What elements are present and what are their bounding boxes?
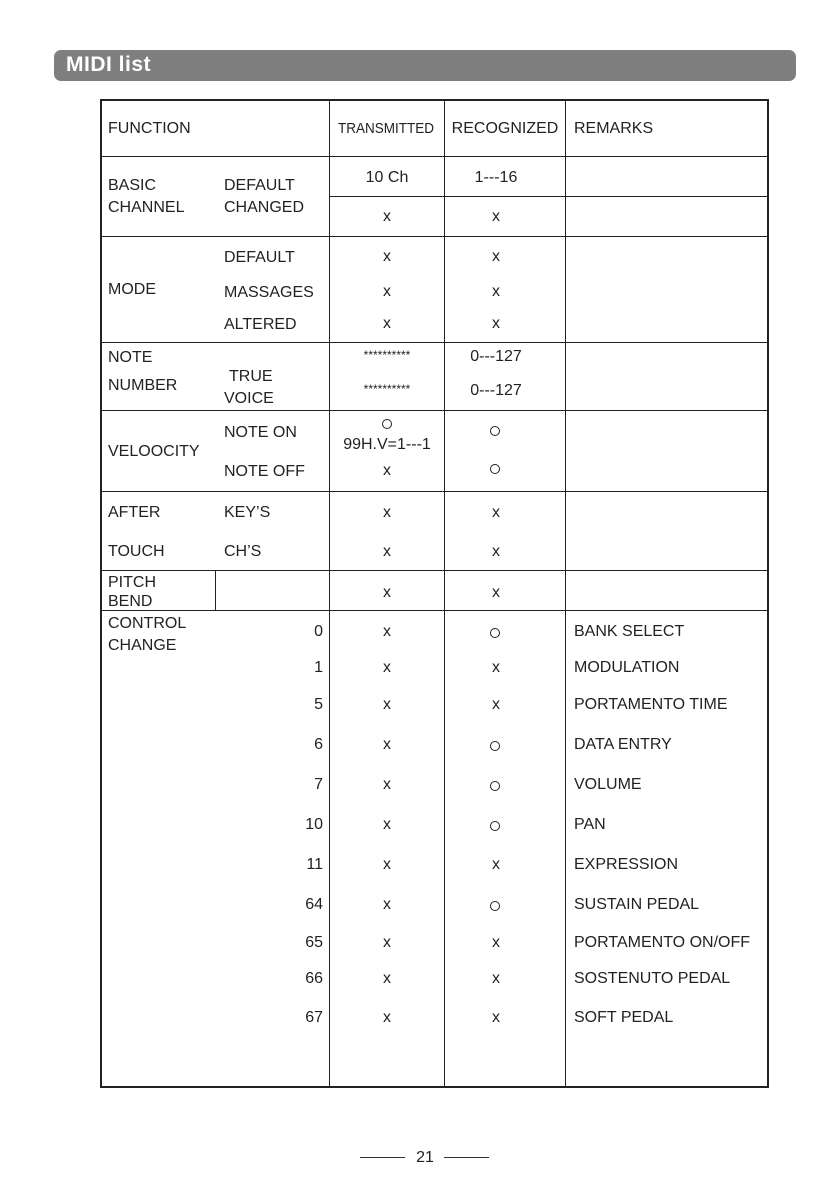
header-remarks: REMARKS: [574, 120, 654, 137]
keys-label: KEY’S: [224, 504, 271, 521]
mode-default-rx: x: [492, 248, 500, 265]
mode-altered-label: ALTERED: [224, 316, 297, 333]
touch-label: TOUCH: [108, 543, 165, 560]
cc-remark: BANK SELECT: [574, 623, 685, 640]
cc-remark: PAN: [574, 816, 606, 833]
circle-icon: [490, 901, 500, 911]
header-transmitted: TRANSMITTED: [337, 120, 435, 137]
cc-number: 11: [306, 856, 323, 873]
note-rx-2: 0---127: [470, 382, 522, 399]
mode-messages-tx: x: [383, 283, 391, 300]
row-divider: [100, 236, 769, 237]
row-divider: [100, 410, 769, 411]
cc-recognized: x: [492, 659, 500, 676]
circle-icon: [382, 419, 392, 429]
note-off-label: NOTE OFF: [224, 463, 305, 480]
cc-transmitted: x: [383, 659, 391, 676]
row-divider: [100, 610, 769, 611]
mode-altered-tx: x: [383, 315, 391, 332]
default-recognized: 1---16: [474, 169, 518, 186]
circle-icon: [490, 741, 500, 751]
note-tx-1: **********: [363, 348, 411, 362]
changed-transmitted: x: [383, 208, 391, 225]
change-label: CHANGE: [108, 637, 177, 654]
cc-number: 5: [314, 696, 323, 713]
cc-number: 67: [305, 1009, 323, 1026]
cc-number: 65: [305, 934, 323, 951]
cc-transmitted: x: [383, 736, 391, 753]
mode-default-label: DEFAULT: [224, 249, 295, 266]
cc-number: 0: [314, 623, 323, 640]
title-banner: [54, 50, 796, 81]
after-label: AFTER: [108, 504, 161, 521]
default-label: DEFAULT: [224, 177, 295, 194]
voice-label: VOICE: [224, 390, 274, 407]
cc-remark: PORTAMENTO TIME: [574, 696, 728, 713]
note-on-label: NOTE ON: [224, 424, 297, 441]
changed-label: CHANGED: [224, 199, 305, 216]
cc-transmitted: x: [383, 1009, 391, 1026]
chs-rx: x: [492, 543, 500, 560]
row-divider: [100, 491, 769, 492]
keys-rx: x: [492, 504, 500, 521]
cc-number: 66: [305, 970, 323, 987]
col-divider: [444, 99, 445, 1088]
cc-transmitted: x: [383, 970, 391, 987]
note-label: NOTE: [108, 349, 153, 366]
cc-transmitted: x: [383, 896, 391, 913]
cc-number: 7: [314, 776, 323, 793]
cc-remark: EXPRESSION: [574, 856, 679, 873]
chs-tx: x: [383, 543, 391, 560]
cc-remark: MODULATION: [574, 659, 680, 676]
pitch-bend-tx: x: [383, 584, 391, 601]
mode-messages-rx: x: [492, 283, 500, 300]
default-transmitted: 10 Ch: [365, 169, 409, 186]
number-label: NUMBER: [108, 377, 178, 394]
true-label: TRUE: [229, 368, 273, 385]
cc-remark: PORTAMENTO ON/OFF: [574, 934, 751, 951]
cc-transmitted: x: [383, 856, 391, 873]
mode-altered-rx: x: [492, 315, 500, 332]
cc-remark: SOFT PEDAL: [574, 1009, 674, 1026]
cc-remark: SUSTAIN PEDAL: [574, 896, 700, 913]
keys-tx: x: [383, 504, 391, 521]
cc-remark: SOSTENUTO PEDAL: [574, 970, 731, 987]
cc-recognized: x: [492, 696, 500, 713]
basic-label: BASIC: [108, 177, 157, 194]
row-divider: [100, 570, 769, 571]
bend-label: BEND: [108, 593, 153, 610]
cc-number: 10: [305, 816, 323, 833]
note-on-tx-note: 99H.V=1---1: [343, 436, 431, 453]
chs-label: CH’S: [224, 543, 262, 560]
cc-transmitted: x: [383, 816, 391, 833]
cc-recognized: x: [492, 934, 500, 951]
circle-icon: [490, 781, 500, 791]
cc-transmitted: x: [383, 776, 391, 793]
cc-transmitted: x: [383, 623, 391, 640]
col-divider: [329, 99, 330, 1088]
note-tx-2: **********: [363, 382, 411, 396]
cc-remark: VOLUME: [574, 776, 642, 793]
footer-rule-right: [444, 1157, 489, 1158]
channel-label: CHANNEL: [108, 199, 185, 216]
velocity-label: VELOOCITY: [108, 443, 200, 460]
cc-transmitted: x: [383, 696, 391, 713]
header-function: FUNCTION: [108, 120, 191, 137]
cc-recognized: x: [492, 1009, 500, 1026]
control-label: CONTROL: [108, 615, 187, 632]
circle-icon: [490, 821, 500, 831]
page-title: MIDI list: [66, 53, 152, 76]
circle-icon: [490, 628, 500, 638]
row-divider: [100, 156, 769, 157]
mode-default-tx: x: [383, 248, 391, 265]
note-off-tx: x: [383, 462, 391, 479]
page-number: 21: [416, 1149, 434, 1166]
pitch-bend-rx: x: [492, 584, 500, 601]
mode-messages-label: MASSAGES: [224, 284, 314, 301]
changed-recognized: x: [492, 208, 500, 225]
row-divider: [329, 196, 769, 197]
note-rx-1: 0---127: [470, 348, 522, 365]
cc-transmitted: x: [383, 934, 391, 951]
cc-number: 1: [314, 659, 323, 676]
footer-rule-left: [360, 1157, 405, 1158]
cc-remark: DATA ENTRY: [574, 736, 672, 753]
cc-recognized: x: [492, 970, 500, 987]
pitch-label: PITCH: [108, 574, 156, 591]
circle-icon: [490, 426, 500, 436]
row-divider: [100, 342, 769, 343]
col-divider: [215, 571, 216, 611]
mode-label: MODE: [108, 281, 156, 298]
col-divider: [565, 99, 566, 1088]
cc-number: 6: [314, 736, 323, 753]
cc-number: 64: [305, 896, 323, 913]
circle-icon: [490, 464, 500, 474]
cc-recognized: x: [492, 856, 500, 873]
header-recognized: RECOGNIZED: [451, 120, 559, 137]
